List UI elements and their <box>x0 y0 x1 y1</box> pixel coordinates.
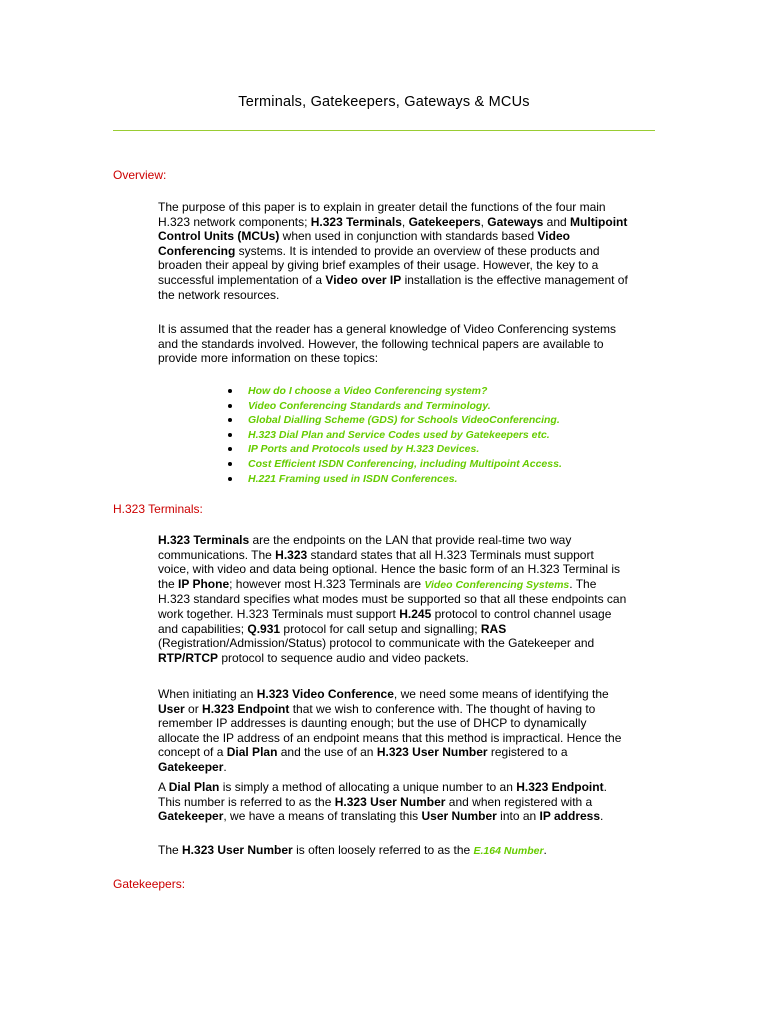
related-paper-link[interactable]: Global Dialling Scheme (GDS) for Schools VideoConferencing. <box>228 413 562 428</box>
terminals-paragraph-1: H.323 Terminals are the endpoints on the LAN that provide real-time two way communications. The H.323 standard states that all H.323 Terminals must support voice, with video and data being optional. Hence the basic form of an H.323 Terminal is the IP Phone; however most H.323 Terminals are Video Conferencing Systems. The H.323 standard specifies what modes must be supported so that all these endpoints can work together. H.323 Terminals must support H.245 protocol to control channel usage and capabilities; Q.931 protocol for call setup and signalling; RAS (Registration/Admission/Status) protocol to communicate with the Gatekeeper and RTP/RTCP protocol to sequence audio and video packets. <box>158 533 627 665</box>
page-title: Terminals, Gatekeepers, Gateways & MCUs <box>238 94 530 110</box>
terminals-paragraph-3: A Dial Plan is simply a method of allocating a unique number to an H.323 Endpoint. This number is referred to as the H.323 User Number and when registered with a Gatekeeper, we have a means of translating this User Number into an IP address. <box>158 780 607 824</box>
bullet-icon <box>228 404 232 408</box>
bullet-icon <box>228 462 232 466</box>
title-divider <box>113 130 655 131</box>
video-conferencing-systems-link[interactable]: Video Conferencing Systems <box>424 578 570 591</box>
section-heading-h323-terminals: H.323 Terminals: <box>113 502 203 516</box>
bullet-icon <box>228 447 232 451</box>
bullet-icon <box>228 389 232 393</box>
related-papers-list <box>228 384 562 486</box>
e164-number-link[interactable]: E.164 Number <box>473 845 544 857</box>
related-paper-link[interactable]: Cost Efficient ISDN Conferencing, including Multipoint Access. <box>228 457 562 472</box>
terminals-paragraph-2: When initiating an H.323 Video Conference, we need some means of identifying the User or H.323 Endpoint that we wish to conference with. The thought of having to remember IP addresses is daunting enough; but the use of DHCP to dynamically allocate the IP address of an endpoint means that this method is impractical. Hence the concept of a Dial Plan and the use of an H.323 User Number registered to a Gatekeeper. <box>158 687 622 774</box>
bullet-icon <box>228 477 232 481</box>
overview-paragraph-1: The purpose of this paper is to explain in greater detail the functions of the four main H.323 network components; H.323 Terminals, Gatekeepers, Gateways and Multipoint Control Units (MCUs) when used in conjunction with standards based Video Conferencing systems. It is intended to provide an overview of these products and broaden their appeal by giving brief examples of their usage. However, the key to a successful implementation of a Video over IP installation is the effective management of the network resources. <box>158 200 628 302</box>
related-paper-link[interactable]: H.221 Framing used in ISDN Conferences. <box>228 472 562 487</box>
related-paper-link[interactable]: IP Ports and Protocols used by H.323 Devices. <box>228 442 562 457</box>
terminals-paragraph-4: The H.323 User Number is often loosely referred to as the E.164 Number. <box>158 843 547 857</box>
overview-paragraph-2: It is assumed that the reader has a general knowledge of Video Conferencing systems and the standards involved. However, the following technical papers are available to provide more information on these topics: <box>158 322 617 366</box>
section-heading-gatekeepers: Gatekeepers: <box>113 877 186 891</box>
bullet-icon <box>228 418 232 422</box>
section-heading-overview: Overview: <box>113 168 167 182</box>
related-paper-link[interactable]: H.323 Dial Plan and Service Codes used by Gatekeepers etc. <box>228 428 562 443</box>
related-paper-link[interactable]: How do I choose a Video Conferencing system? <box>228 384 562 399</box>
bullet-icon <box>228 433 232 437</box>
related-paper-link[interactable]: Video Conferencing Standards and Terminology. <box>228 399 562 414</box>
